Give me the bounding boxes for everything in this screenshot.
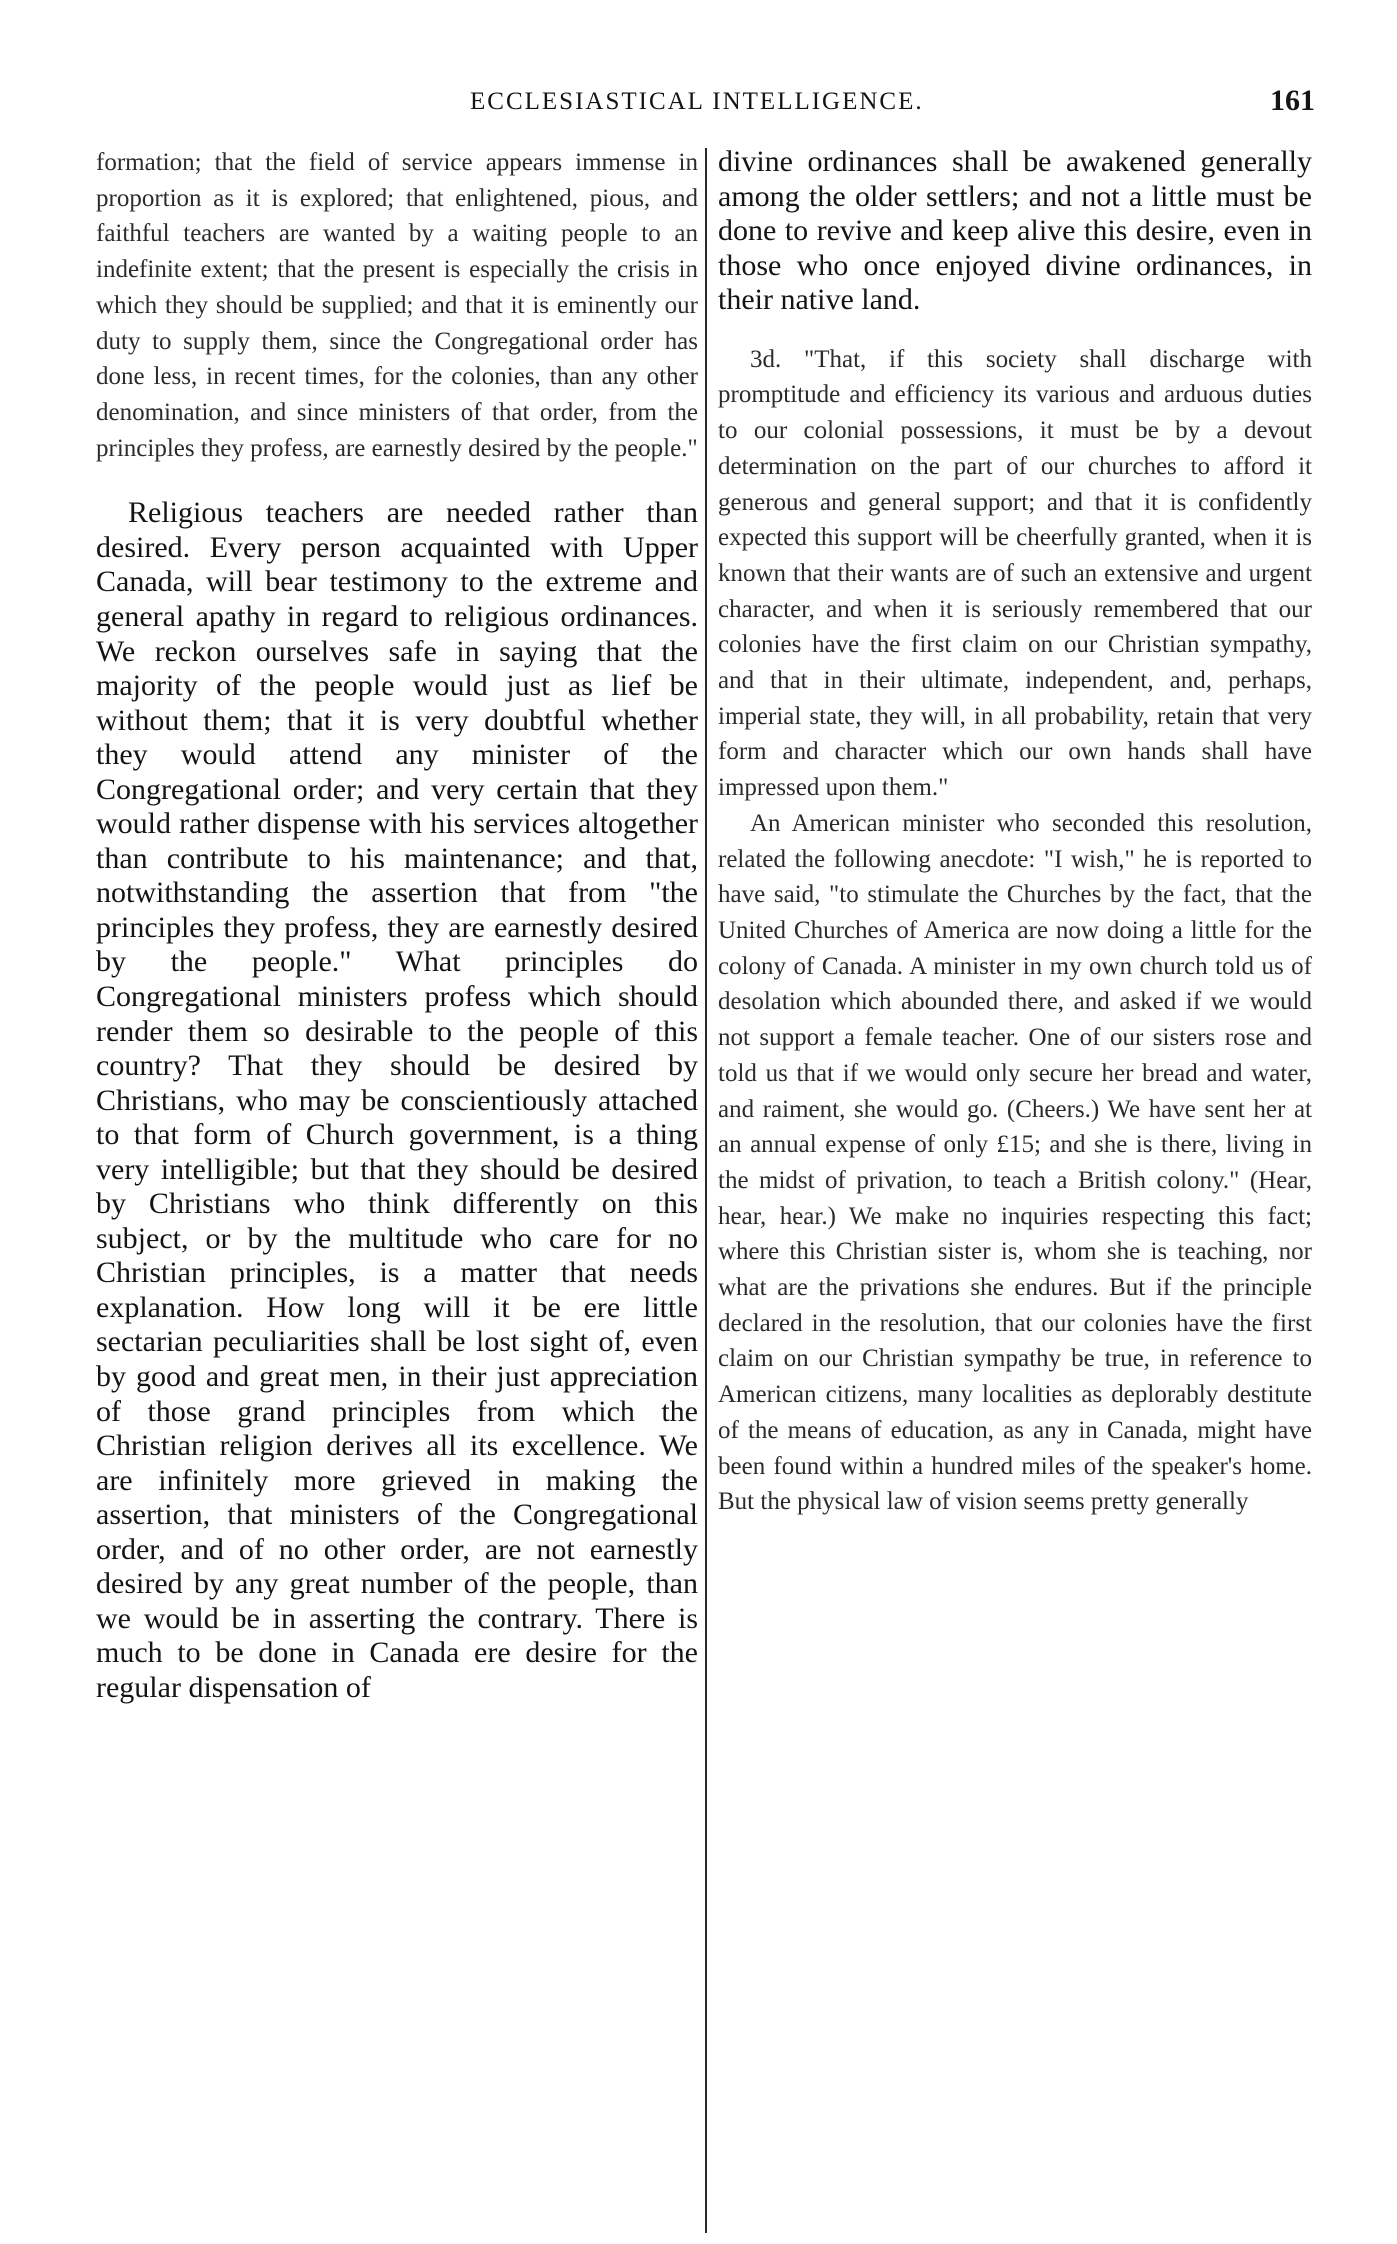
paragraph: 3d. "That, if this society shall discharge with promptitude and efficiency its various and arduous duties to our colonial possessions, it must be by a devout determination on the part of our churches to afford it generous and general support; and that it is confidently expected this support will be cheerfully granted, when it is known that their wants are of such an extensive and urgent character, and when it is seriously remembered that our colonies have the first claim on our Christian sympathy, and that in their ultimate, independent, and, perhaps, imperial state, they will, in all probability, retain that very form and character which our own hands shall have impressed upon them." (718, 345, 1312, 802)
paragraph: An American minister who seconded this resolution, related the following anecdote: "I wish," he is reported to have said, "to stimulate the Churches by the fact, that the United Churches of America are now doing a little for the colony of Canada. A minister in my own church told us of desolation which abounded there, and asked if we would not support a female teacher. One of our sisters rose and told us that if we would only secure her bread and water, and raiment, she would go. (Cheers.) We have sent her at an annual expense of only £15; and she is there, living in the midst of privation, to teach a British colony." (Hear, hear, hear.) We make no inquiries respecting this fact; where this Christian sister is, whom she is teaching, nor what are the privations she endures. But if the principle declared in the resolution, that our colonies have the first claim on our Christian sympathy be true, in reference to American citizens, many localities as deplorably destitute of the means of education, as any in Canada, might have been found within a hundred miles of the speaker's home. But the physical law of vision seems pretty generally (718, 809, 1312, 1516)
page-number: 161 (1270, 84, 1315, 117)
left-column (96, 145, 698, 1705)
right-column (718, 145, 1312, 1542)
paragraph: formation; that the field of service appears immense in proportion as it is explored; that enlightened, pious, and faithful teachers are wanted by a waiting people to an indefinite extent; that the present is especially the crisis in which they should be supplied; and that it is eminently our duty to supply them, since the Congregational order has done less, in recent times, for the colonies, than any other denomination, and since ministers of that order, from the principles they profess, are earnestly desired by the people." (96, 149, 698, 462)
page-header (0, 84, 1397, 128)
running-title: ECCLESIASTICAL INTELLIGENCE. (470, 88, 924, 115)
column-divider (705, 148, 707, 2233)
paragraph: Religious teachers are needed rather than desired. Every person acquainted with Upper Canada, will bear testimony to the extreme and general apathy in regard to religious ordinances. We reckon ourselves safe in saying that the majority of the people would just as lief be without them; that it is very doubtful whether they would attend any minister of the Congregational order; and very certain that they would rather dispense with his services altogether than contribute to his maintenance; and that, notwithstanding the assertion that from "the principles they profess, they are earnestly desired by the people." What principles do Congregational ministers profess which should render them so desirable to the people of this country? That they should be desired by Christians, who may be conscientiously attached to that form of Church government, is a thing very intelligible; but that they should be desired by Christians who think differently on this subject, or by the multitude who care for no Christian principles, is a matter that needs explanation. How long will it be ere little sectarian peculiarities shall be lost sight of, even by good and great men, in their just appreciation of those grand principles from which the Christian religion derives all its excellence. We are infinitely more grieved in making the assertion, that ministers of the Congregational order, and of no other order, are not earnestly desired by any great number of the people, than we would be in asserting the contrary. There is much to be done in Canada ere desire for the regular dispensation of (96, 496, 698, 1704)
paragraph: divine ordinances shall be awakened generally among the older settlers; and not a little must be done to revive and keep alive this desire, even in those who once enjoyed divine ordinances, in their native land. (718, 145, 1312, 317)
